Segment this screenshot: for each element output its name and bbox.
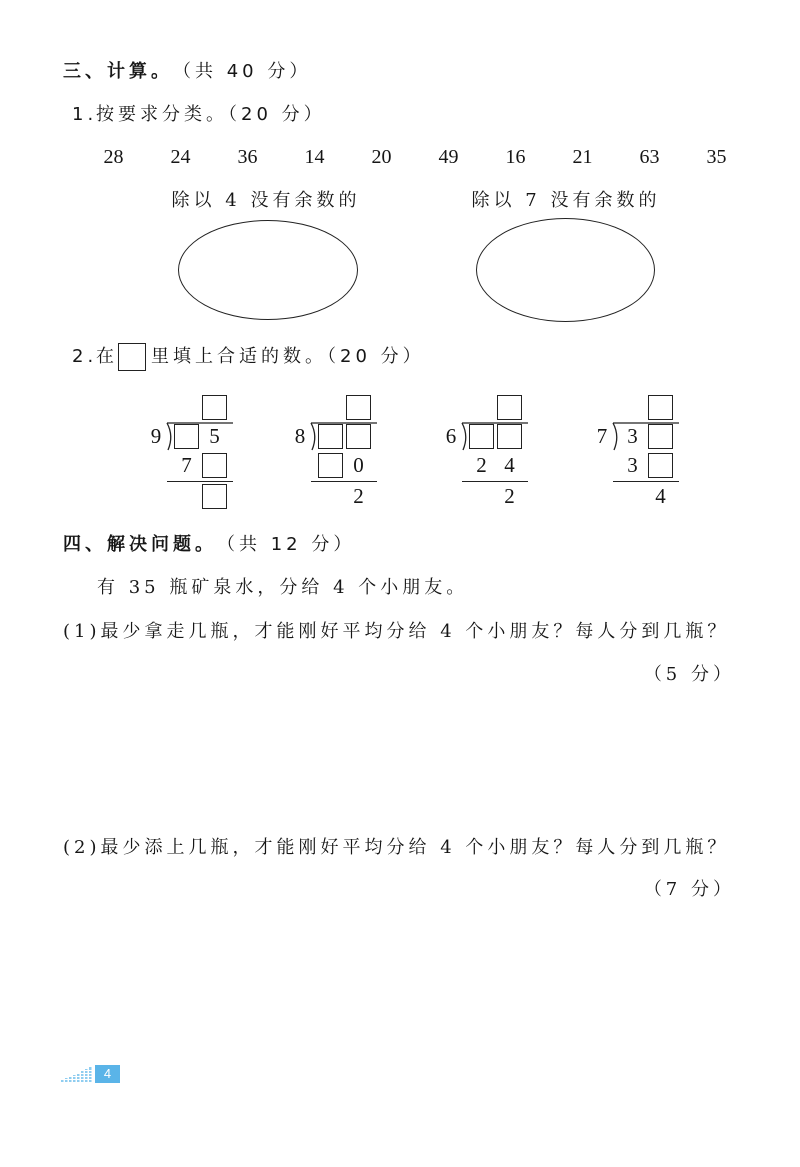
- subtraction-line: [311, 481, 377, 482]
- subtraction-line: [167, 481, 233, 482]
- question-points: （7 分）: [643, 879, 735, 900]
- remainder-cell: 4: [655, 484, 666, 508]
- section4-heading: [63, 533, 355, 557]
- divisor: 7: [596, 424, 608, 448]
- divisor: 8: [294, 424, 306, 448]
- number-item: 49: [438, 146, 459, 168]
- section3-heading: [63, 60, 311, 84]
- quotient-cell: [202, 395, 227, 420]
- dividend-ones-cell: [346, 424, 371, 449]
- number-item: 21: [572, 146, 593, 168]
- quotient-cell: [346, 395, 371, 420]
- q1-number: 1.: [72, 104, 98, 125]
- question-label: (2): [63, 837, 101, 858]
- dividend-tens-cell: [469, 424, 494, 449]
- question-text: 最少添上几瓶，才能刚好平均分给 4 个小朋友？每人分到几瓶？: [100, 837, 730, 858]
- product-tens-cell: [318, 453, 343, 478]
- dividend-tens-cell: [318, 424, 343, 449]
- dividend-tens-cell: [174, 424, 199, 449]
- section3-score: （共 40 分）: [173, 61, 312, 82]
- division-problem-2: [287, 395, 382, 511]
- page-bars-icon: [60, 1065, 94, 1084]
- product-tens-cell: 3: [627, 453, 638, 477]
- quotient-cell: [497, 395, 522, 420]
- quotient-cell: [648, 395, 673, 420]
- product-ones-cell: 0: [353, 453, 364, 477]
- section4-score: （共 12 分）: [217, 534, 356, 555]
- page-number: 4: [95, 1065, 120, 1083]
- problem-intro: 有 35 瓶矿泉水，分给 4 个小朋友。: [97, 577, 469, 598]
- question-text: 最少拿走几瓶，才能刚好平均分给 4 个小朋友？每人分到几瓶？: [100, 621, 730, 642]
- number-item: 28: [103, 146, 124, 168]
- product-tens-cell: 7: [181, 453, 192, 477]
- question-2: [63, 836, 729, 860]
- group-label-divisible-by-4: 除以 4 没有余数的: [171, 190, 361, 211]
- dividend-ones-cell: 5: [209, 424, 220, 448]
- number-item: 14: [304, 146, 325, 168]
- division-problem-3: [438, 395, 533, 511]
- dividend-ones-cell: [648, 424, 673, 449]
- product-tens-cell: 2: [476, 453, 487, 477]
- division-problem-1: [143, 395, 238, 511]
- number-item: 16: [505, 146, 526, 168]
- subtraction-line: [613, 481, 679, 482]
- q1-title: 按要求分类。（20 分）: [96, 104, 326, 125]
- q2-title-end: 里填上合适的数。（20 分）: [151, 346, 425, 367]
- product-ones-cell: [648, 453, 673, 478]
- number-list: [80, 145, 750, 169]
- q2-title-start: 在: [96, 346, 118, 367]
- q2-number: 2.: [72, 346, 98, 367]
- remainder-cell: 2: [353, 484, 364, 508]
- answer-ellipse-divisible-by-4: [178, 220, 358, 320]
- remainder-cell: 2: [504, 484, 515, 508]
- dividend-tens-cell: 3: [627, 424, 638, 448]
- subtraction-line: [462, 481, 528, 482]
- number-item: 20: [371, 146, 392, 168]
- number-item: 63: [639, 146, 660, 168]
- question-1: [63, 620, 729, 644]
- question-points: （5 分）: [643, 664, 735, 685]
- group-label-divisible-by-7: 除以 7 没有余数的: [471, 190, 661, 211]
- number-item: 35: [706, 146, 727, 168]
- division-problem-4: [589, 395, 684, 511]
- divisor: 6: [445, 424, 457, 448]
- divisor: 9: [150, 424, 162, 448]
- blank-box-symbol: [118, 343, 146, 371]
- remainder-cell: [202, 484, 227, 509]
- product-ones-cell: 4: [504, 453, 515, 477]
- number-item: 24: [170, 146, 191, 168]
- section4-title: 四、解决问题。: [63, 534, 217, 555]
- section3-title: 三、计算。: [63, 61, 173, 82]
- product-ones-cell: [202, 453, 227, 478]
- question-label: (1): [63, 621, 101, 642]
- dividend-ones-cell: [497, 424, 522, 449]
- number-item: 36: [237, 146, 258, 168]
- answer-ellipse-divisible-by-7: [476, 218, 655, 322]
